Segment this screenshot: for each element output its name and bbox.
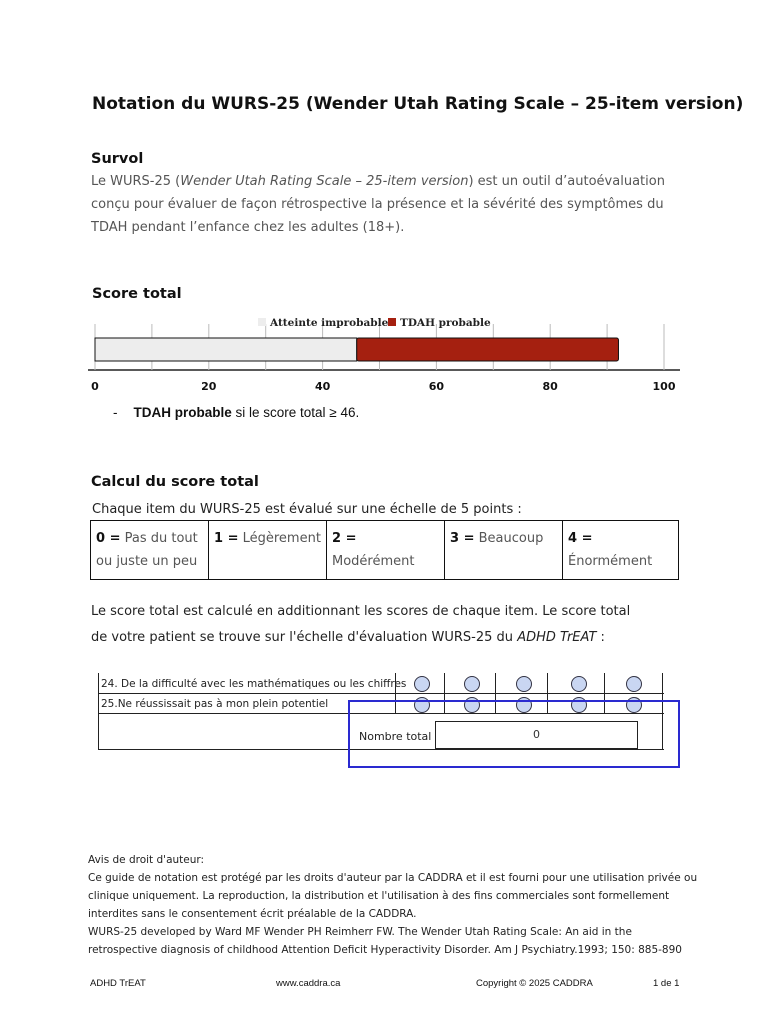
copyright-notice (88, 851, 703, 959)
radio-24-1[interactable] (464, 676, 480, 692)
chart-tick-label: 0 (91, 380, 99, 393)
probable-note: - TDAH probable si le score total ≥ 46. (113, 405, 360, 420)
legend-swatch-0 (258, 318, 266, 326)
scale-cell-0: 0 = Pas du tout ou juste un peu (91, 521, 209, 580)
overview-heading: Survol (91, 151, 144, 167)
chart-tick-label: 20 (201, 380, 217, 393)
radio-24-3[interactable] (571, 676, 587, 692)
legend-swatch-1 (388, 318, 396, 326)
form-item-24: 24. De la difficulté avec les mathématiques ou les chiffres (101, 678, 407, 690)
radio-24-2[interactable] (516, 676, 532, 692)
form-item-25: 25.Ne réussissait pas à mon plein potentiel (101, 698, 329, 710)
chart-legend (258, 317, 491, 329)
citation-text: WURS-25 developed by Ward MF Wender PH Reimherr FW. The Wender Utah Rating Scale: An aid in the retrospective diagnosis of childhood Attention Deficit Hyperactivity Disorder. Am J Psychiatry.1993; 150: 885-890 (88, 926, 682, 956)
copyright-heading: Avis de droit d'auteur: (88, 854, 205, 866)
page-title: Notation du WURS-25 (Wender Utah Rating Scale – 25-item version) (92, 94, 744, 114)
total-score-field[interactable]: 0 (435, 721, 638, 749)
overview-text: Le WURS-25 (Wender Utah Rating Scale – 25-item version) est un outil d’autoévaluation conçu pour évaluer de façon rétrospective la présence et la sévérité des symptômes du TDAH pendant l’enfance chez les adultes (18+). (91, 174, 665, 235)
wurs-form-excerpt (98, 673, 678, 768)
score-chart (88, 312, 680, 394)
radio-24-0[interactable] (414, 676, 430, 692)
calc-heading: Calcul du score total (91, 474, 259, 490)
copyright-text: Ce guide de notation est protégé par les droits d'auteur par la CADDRA et il est fourni pour une utilisation privée ou clinique uniquement. La reproduction, la distribution et l'utilisation à des fins commerciales sont formellement interdites sans le consentement écrit préalable de la CADDRA. (88, 872, 698, 920)
footer-copyright: Copyright © 2025 CADDRA (476, 978, 593, 989)
total-highlight-box (348, 700, 680, 768)
scale-cell-3: 3 = Beaucoup (445, 521, 563, 580)
score-heading: Score total (92, 286, 182, 302)
scale-cell-1: 1 = Légèrement (209, 521, 327, 580)
chart-tick-label: 60 (428, 380, 445, 393)
chart-bar-probable (357, 338, 619, 361)
chart-ticks (91, 380, 676, 393)
calc-intro: Chaque item du WURS-25 est évalué sur une échelle de 5 points : (92, 502, 522, 517)
rating-scale-table (90, 520, 679, 580)
calc-explanation-1: Le score total est calculé en additionnant les scores de chaque item. Le score total (91, 604, 631, 619)
legend-label-0: Atteinte improbable (270, 317, 389, 329)
radio-24-4[interactable] (626, 676, 642, 692)
scale-cell-4: 4 = Énormément (563, 521, 679, 580)
chart-tick-label: 80 (542, 380, 558, 393)
chart-bar-unlikely (95, 338, 357, 361)
legend-label-1: TDAH probable (400, 317, 491, 329)
scale-cell-2: 2 = Modérément (327, 521, 445, 580)
total-label: Nombre total (359, 730, 432, 743)
calc-explanation-2: de votre patient se trouve sur l'échelle d'évaluation WURS-25 du ADHD TrEAT : (91, 630, 605, 645)
chart-tick-label: 100 (652, 380, 676, 393)
chart-tick-label: 40 (314, 380, 331, 393)
chart-bars (95, 338, 618, 361)
footer-brand: ADHD TrEAT (90, 978, 146, 989)
footer-page: 1 de 1 (653, 978, 680, 989)
footer-website[interactable]: www.caddra.ca (276, 978, 341, 989)
